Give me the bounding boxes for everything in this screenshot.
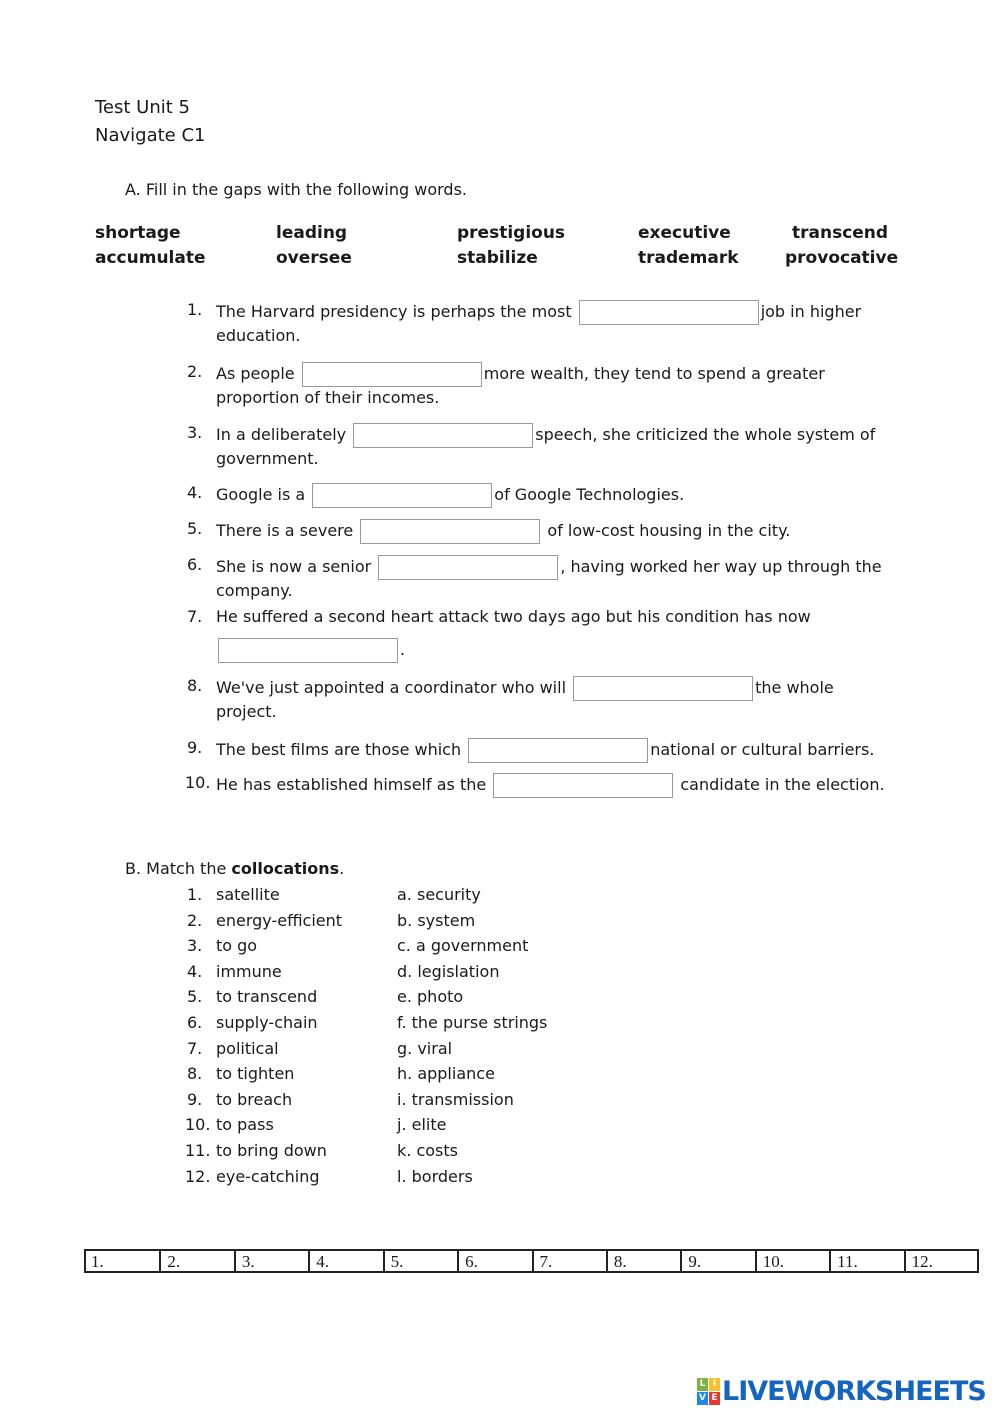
gap-input[interactable] (378, 555, 558, 580)
match-number: 5. (187, 987, 203, 1007)
match-number: 3. (187, 936, 203, 956)
answer-cell[interactable]: 12. (904, 1250, 978, 1272)
match-left-item: to bring down (216, 1141, 327, 1160)
item-number: 8. (187, 676, 203, 695)
gap-input[interactable] (579, 300, 759, 325)
match-right-item: h. appliance (397, 1064, 495, 1084)
gap-input[interactable] (493, 773, 673, 798)
match-right-item: e. photo (397, 987, 464, 1007)
match-number: 2. (187, 910, 203, 930)
match-right-item: j. elite (397, 1115, 447, 1135)
section-a-instruction: A. Fill in the gaps with the following words. (125, 180, 467, 199)
item-number: 2. (187, 362, 203, 381)
answer-cell[interactable]: 10. (755, 1250, 829, 1272)
match-left-item: energy-efficient (216, 910, 343, 930)
subtitle: Navigate C1 (95, 125, 206, 146)
gap-fill-item (216, 607, 811, 627)
item-text-continuation: project. (216, 702, 277, 721)
item-text-after: national or cultural barriers. (650, 740, 875, 759)
word-bank-word: accumulate (95, 248, 206, 268)
item-number: 1. (187, 300, 203, 319)
item-text-before: He suffered a second heart attack two days ago but his condition has now (216, 607, 811, 626)
item-text-continuation: government. (216, 449, 319, 468)
gap-fill-item (216, 519, 790, 544)
answer-cell[interactable]: 4. (308, 1250, 382, 1272)
item-text-before: In a deliberately (216, 425, 347, 444)
item-text-after: candidate in the election. (675, 775, 885, 794)
item-text-before: She is now a senior (216, 557, 372, 576)
logo-letter: L (697, 1378, 708, 1391)
logo-letter: I (709, 1378, 720, 1391)
match-right-item: k. costs (397, 1141, 458, 1160)
item-text-continuation: company. (216, 581, 293, 600)
match-right-item: l. borders (397, 1166, 473, 1186)
answer-cell[interactable]: 2. (159, 1250, 233, 1272)
word-bank-word: executive (638, 223, 731, 243)
word-bank-word: transcend (792, 223, 889, 243)
match-left-item: to transcend (216, 987, 318, 1007)
word-bank-word: stabilize (457, 248, 538, 268)
gap-input[interactable] (573, 676, 753, 701)
gap-fill-item (216, 555, 882, 580)
gap-input[interactable] (302, 362, 482, 387)
logo-letter: E (709, 1392, 720, 1405)
match-right-item: b. system (397, 910, 476, 930)
match-right-item: a. security (397, 885, 481, 904)
item-text-before: He has established himself as the (216, 775, 487, 794)
item-text-after: of Google Technologies. (494, 485, 685, 504)
match-left-item: eye-catching (216, 1166, 320, 1186)
match-right-item: c. a government (397, 936, 529, 956)
item-text-after: more wealth, they tend to spend a greater (483, 364, 825, 383)
logo-letter: V (697, 1392, 708, 1405)
gap-input[interactable] (468, 738, 648, 763)
gap-input[interactable] (360, 519, 540, 544)
item-text-before: As people (216, 364, 295, 383)
gap-input[interactable] (312, 483, 492, 508)
match-number: 12. (185, 1166, 211, 1186)
word-bank-word: leading (276, 223, 348, 243)
gap-fill-item (216, 676, 834, 701)
word-bank-word: shortage (95, 223, 181, 243)
match-right-item: f. the purse strings (397, 1013, 548, 1032)
gap-fill-item (216, 738, 874, 763)
item-number: 7. (187, 607, 203, 626)
section-b-instruction: B. Match the collocations. (125, 859, 345, 878)
answer-cell[interactable]: 6. (457, 1250, 531, 1272)
match-left-item: supply-chain (216, 1013, 318, 1032)
match-left-item: to go (216, 936, 258, 956)
match-number: 6. (187, 1013, 203, 1032)
match-number: 8. (187, 1064, 203, 1084)
item-text-after: the whole (755, 678, 834, 697)
item-text-after: , having worked her way up through the (560, 557, 882, 576)
gap-input[interactable] (218, 638, 398, 663)
match-number: 1. (187, 885, 203, 904)
answer-cell[interactable]: 5. (383, 1250, 457, 1272)
item-text-before: There is a severe (216, 521, 354, 540)
item-text-continuation: proportion of their incomes. (216, 388, 440, 407)
gap-fill-item (216, 300, 861, 325)
answer-cell[interactable]: 3. (234, 1250, 308, 1272)
gap-fill-item (216, 773, 885, 798)
match-left-item: to pass (216, 1115, 274, 1135)
gap-input[interactable] (353, 423, 533, 448)
match-right-item: d. legislation (397, 961, 500, 981)
match-number: 4. (187, 961, 203, 981)
liveworksheets-logo: L I V E LIVEWORKSHEETS (697, 1376, 986, 1407)
item-text-before: The Harvard presidency is perhaps the most (216, 302, 572, 321)
match-left-item: political (216, 1038, 279, 1058)
word-bank-word: provocative (785, 248, 899, 268)
item-text-before: The best films are those which (216, 740, 462, 759)
item-text-continuation: education. (216, 326, 301, 345)
match-left-item: immune (216, 961, 282, 981)
item-number: 3. (187, 423, 203, 442)
word-bank-word: prestigious (457, 223, 566, 243)
gap-fill-item (216, 423, 875, 448)
gap-fill-item (216, 483, 684, 508)
item-text-after: speech, she criticized the whole system of (535, 425, 876, 444)
item-number: 4. (187, 483, 203, 502)
item-text-before: We've just appointed a coordinator who will (216, 678, 567, 697)
match-left-item: to breach (216, 1089, 293, 1109)
match-number: 9. (187, 1089, 203, 1109)
item-text-after: of low-cost housing in the city. (542, 521, 791, 540)
gap-fill-item (216, 362, 825, 387)
item-text-after: job in higher (760, 302, 862, 321)
item-number: 6. (187, 555, 203, 574)
match-left-item: satellite (216, 885, 280, 904)
match-number: 11. (185, 1141, 211, 1160)
word-bank-word: oversee (276, 248, 352, 268)
match-number: 7. (187, 1038, 203, 1058)
answer-cell[interactable]: 11. (829, 1250, 903, 1272)
logo-icon (697, 1378, 720, 1405)
answer-cell[interactable]: 8. (606, 1250, 680, 1272)
item-text-before: Google is a (216, 485, 306, 504)
answer-cell[interactable]: 1. (91, 1252, 104, 1271)
match-number: 10. (185, 1115, 211, 1135)
answer-cell[interactable]: 9. (680, 1250, 754, 1272)
gap-fill-item-continuation (216, 638, 405, 663)
item-text-after: . (400, 640, 406, 659)
match-right-item: i. transmission (397, 1089, 514, 1109)
title: Test Unit 5 (95, 97, 190, 118)
match-right-item: g. viral (397, 1038, 453, 1058)
item-number: 9. (187, 738, 203, 757)
answer-cell[interactable]: 7. (532, 1250, 606, 1272)
match-left-item: to tighten (216, 1064, 295, 1084)
word-bank-word: trademark (638, 248, 739, 268)
item-number: 5. (187, 519, 203, 538)
item-number: 10. (185, 773, 211, 792)
